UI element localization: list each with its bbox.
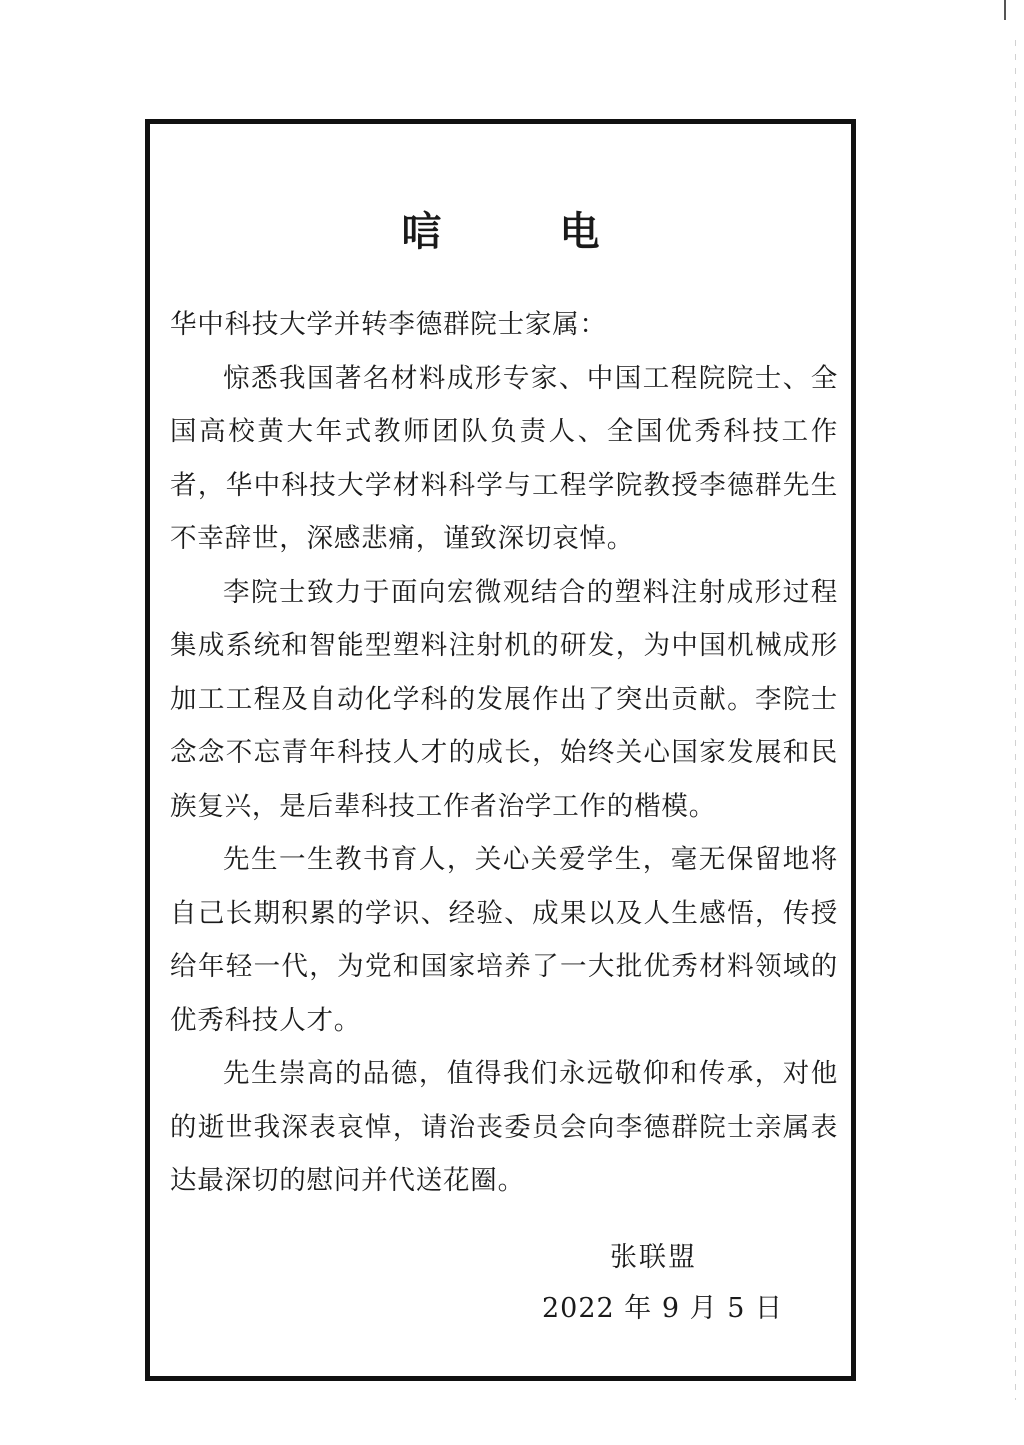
letter-body xyxy=(170,298,838,1208)
scan-mark xyxy=(1004,0,1006,20)
letter-date: 2022 年 9 月 5 日 xyxy=(542,1293,783,1324)
letter-frame xyxy=(145,119,856,1381)
document-title: 唁 电 xyxy=(401,208,652,255)
salutation: 华中科技大学并转李德群院士家属： xyxy=(170,309,607,340)
signer-name: 张联盟 xyxy=(610,1242,697,1273)
paragraph-contributions: 李院士致力于面向宏微观结合的塑料注射成形过程集成系统和智能型塑料注射机的研发，为中国机械成形加工工程及自动化学科的发展作出了突出贡献。李院士念念不忘青年科技人才的成长，始终关心国家发展和民族复兴，是后辈科技工作者治学工作的楷模。 xyxy=(170,576,838,822)
scan-edge-line xyxy=(1015,40,1016,1400)
paragraph-condolence: 惊悉我国著名材料成形专家、中国工程院院士、全国高校黄大年式教师团队负责人、全国优秀科技工作者，华中科技大学材料科学与工程学院教授李德群先生不幸辞世，深感悲痛，谨致深切哀悼。 xyxy=(170,362,838,554)
paragraph-closing: 先生崇高的品德，值得我们永远敬仰和传承，对他的逝世我深表哀悼，请治丧委员会向李德群院士亲属表达最深切的慰问并代送花圈。 xyxy=(170,1058,838,1196)
paragraph-teaching: 先生一生教书育人，关心关爱学生，毫无保留地将自己长期积累的学识、经验、成果以及人生感悟，传授给年轻一代，为党和国家培养了一大批优秀材料领域的优秀科技人才。 xyxy=(170,844,838,1036)
